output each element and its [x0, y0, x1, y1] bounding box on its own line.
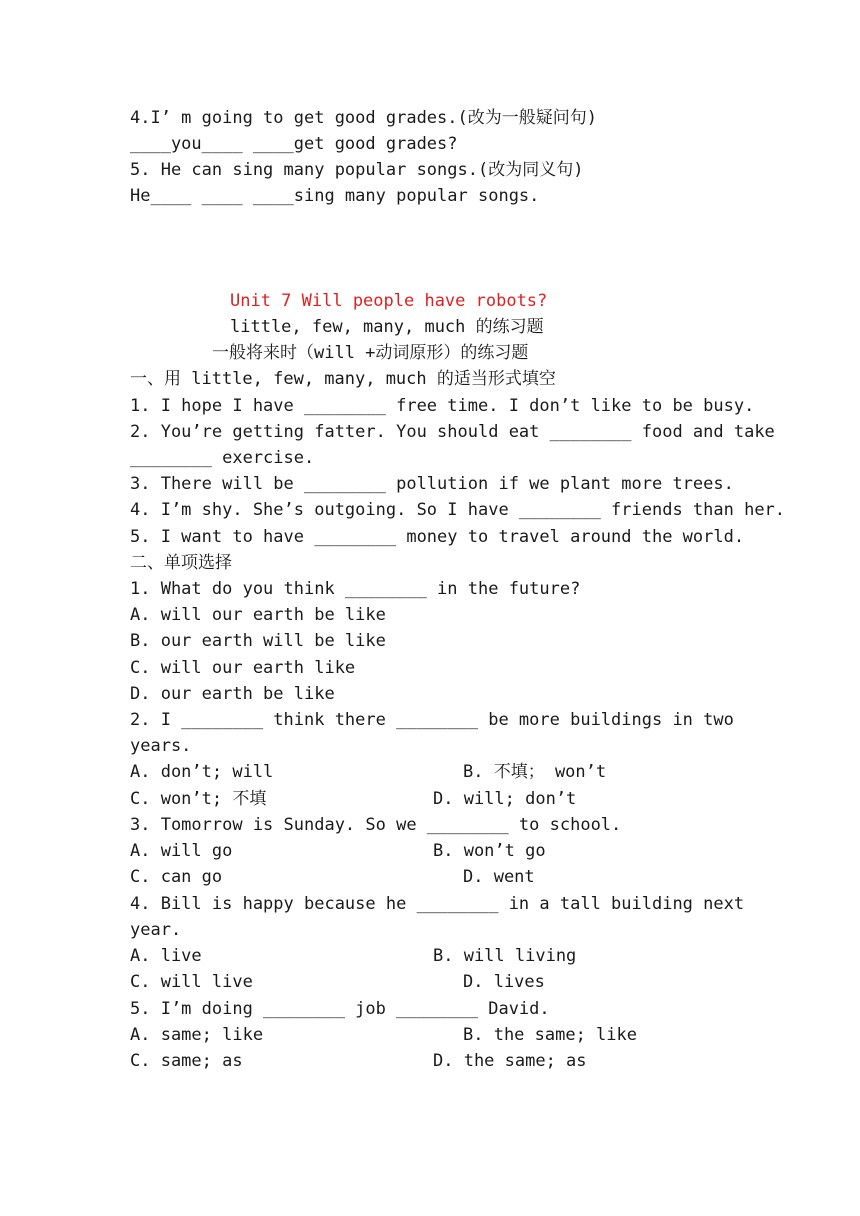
- top-question-4: 4.I’ m going to get good grades.(改为一般疑问句): [130, 108, 597, 128]
- mc-option: A. don’t; will: [130, 762, 274, 782]
- section-1-heading: 一、用 little, few, many, much 的适当形式填空: [130, 369, 556, 389]
- top-question-4-answer: ____you____ ____get good grades?: [130, 134, 458, 154]
- mc-option: A. will go: [130, 841, 233, 861]
- unit-title: Unit 7 Will people have robots?: [230, 291, 548, 311]
- section-1-item: 1. I hope I have ________ free time. I don’t like to be busy.: [130, 396, 755, 416]
- section-2-heading: 二、单项选择: [130, 553, 232, 573]
- unit-subtitle-2: 一般将来时（will +动词原形）的练习题: [212, 343, 529, 363]
- mc-option: A. live: [130, 946, 202, 966]
- section-1-item: 5. I want to have ________ money to travel around the world.: [130, 527, 745, 547]
- mc-option: D. lives: [463, 972, 545, 992]
- mc-option: C. same; as: [130, 1051, 243, 1071]
- section-1-item: 3. There will be ________ pollution if we plant more trees.: [130, 474, 734, 494]
- mc-option: C. won’t; 不填: [130, 789, 267, 809]
- mc-question-2: 2. I ________ think there ________ be more buildings in two: [130, 710, 734, 730]
- mc-question-3: 3. Tomorrow is Sunday. So we ________ to school.: [130, 815, 622, 835]
- mc-option: D. will; don’t: [433, 789, 577, 809]
- mc-option: D. the same; as: [433, 1051, 587, 1071]
- top-question-5: 5. He can sing many popular songs.(改为同义句): [130, 160, 584, 180]
- section-1-item: 2. You’re getting fatter. You should eat ________ food and take: [130, 422, 775, 442]
- mc-question-4-cont: year.: [130, 920, 182, 940]
- mc-option: B. won’t go: [433, 841, 546, 861]
- mc-question-5: 5. I’m doing ________ job ________ David.: [130, 999, 550, 1019]
- mc-option: C. can go: [130, 867, 223, 887]
- top-question-5-answer: He____ ____ ____sing many popular songs.: [130, 186, 540, 206]
- mc-question-2-cont: years.: [130, 736, 192, 756]
- mc-option: C. will live: [130, 972, 253, 992]
- mc-option: B. will living: [433, 946, 577, 966]
- mc-option: B. 不填； won’t: [463, 762, 607, 782]
- mc-question-4: 4. Bill is happy because he ________ in a tall building next: [130, 894, 745, 914]
- mc-option: B. the same; like: [463, 1025, 637, 1045]
- mc-option: D. went: [463, 867, 535, 887]
- section-1-item: 4. I’m shy. She’s outgoing. So I have ________ friends than her.: [130, 500, 786, 520]
- mc-question-1: 1. What do you think ________ in the future?: [130, 579, 581, 599]
- unit-subtitle-1: little, few, many, much 的练习题: [230, 317, 544, 337]
- mc-option: B. our earth will be like: [130, 631, 386, 651]
- mc-option: A. will our earth be like: [130, 605, 386, 625]
- mc-option: A. same; like: [130, 1025, 264, 1045]
- mc-option: D. our earth be like: [130, 684, 335, 704]
- section-1-item: ________ exercise.: [130, 448, 315, 468]
- mc-option: C. will our earth like: [130, 658, 356, 678]
